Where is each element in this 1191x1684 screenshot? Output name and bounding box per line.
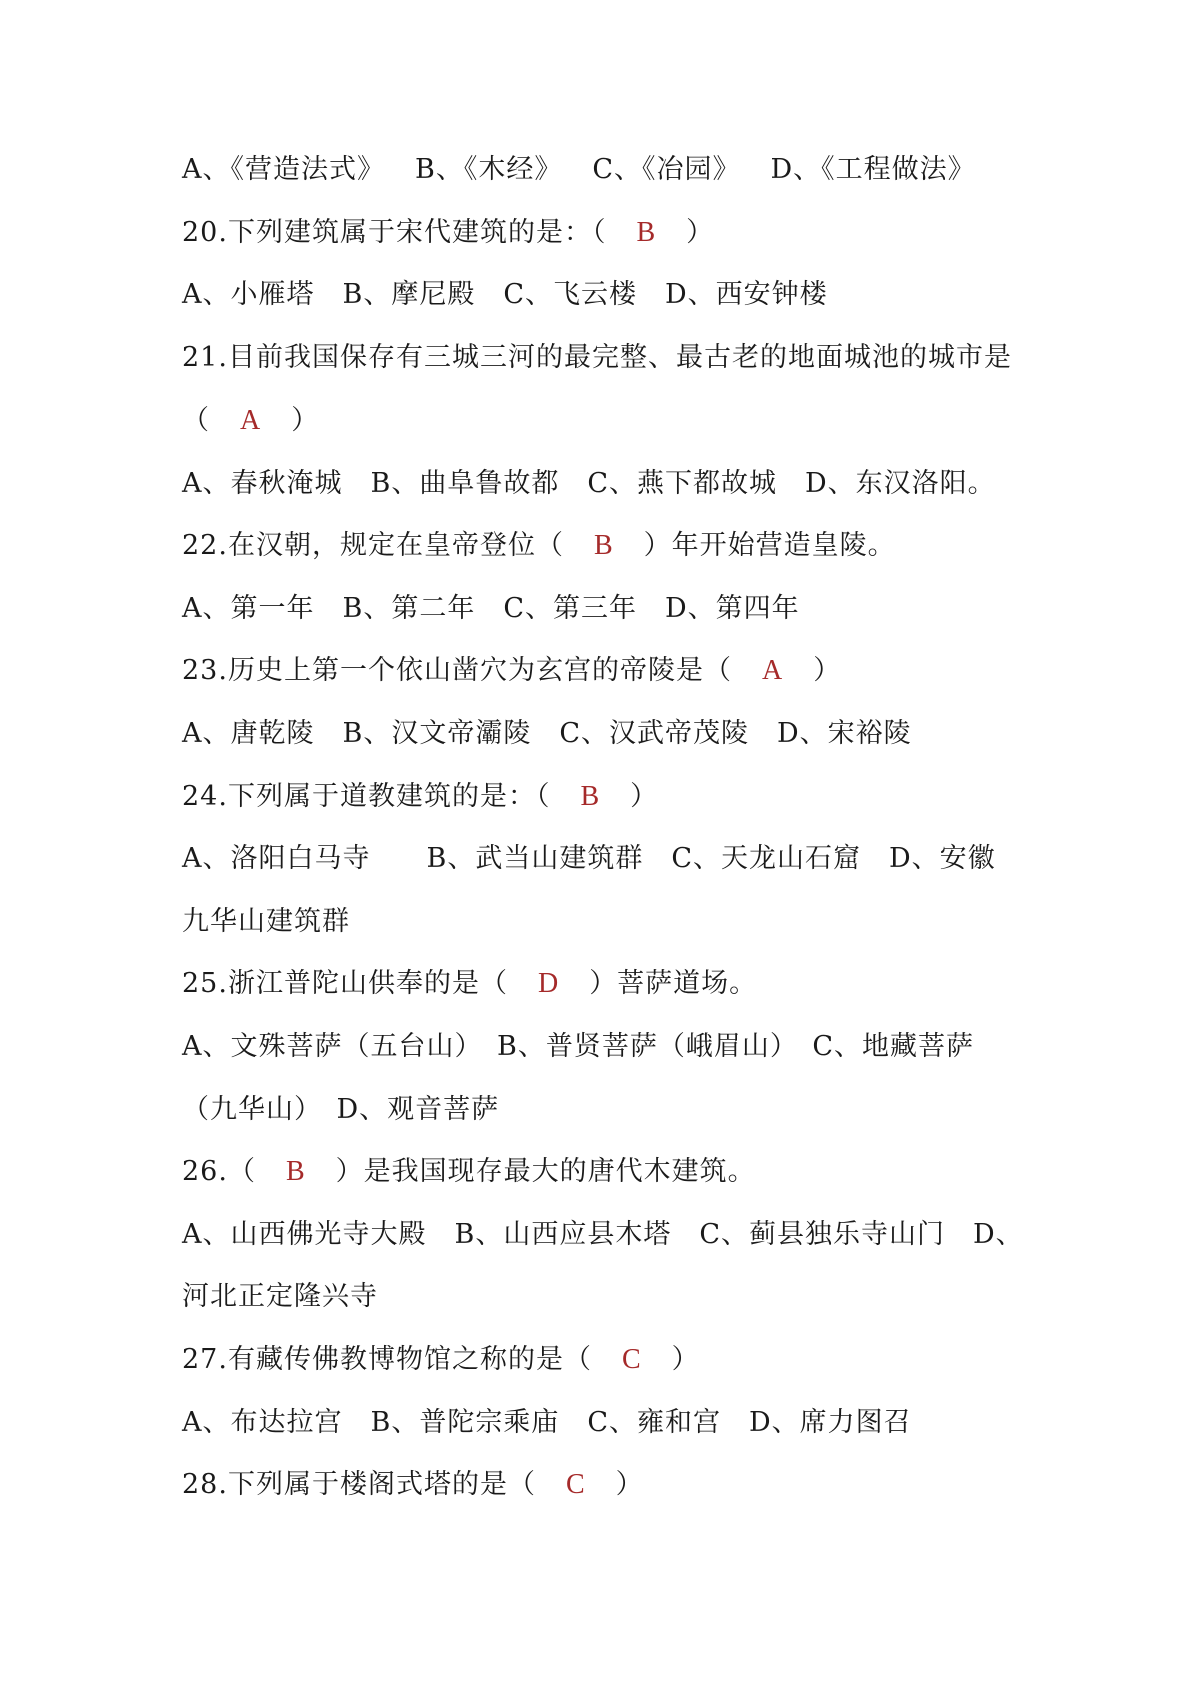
options-text: （九华山） D、观音菩萨 <box>182 1094 500 1125</box>
question-text-end: ） <box>671 1344 700 1375</box>
question-27 <box>182 1340 700 1380</box>
question-text: 24.下列属于道教建筑的是：（ <box>182 781 551 812</box>
question-28 <box>182 1465 644 1505</box>
question-22 <box>182 526 896 566</box>
options-text: A、文殊菩萨（五台山） B、普贤菩萨（峨眉山） C、地藏菩萨 <box>182 1031 974 1062</box>
options-line-20 <box>182 275 828 315</box>
options-line-26a <box>182 1215 1024 1255</box>
options-line-24a <box>182 839 996 879</box>
question-text-end: ）是我国现存最大的唐代木建筑。 <box>335 1156 756 1187</box>
options-text: 河北正定隆兴寺 <box>182 1281 378 1312</box>
question-text: 25.浙江普陀山供奉的是（ <box>182 968 508 999</box>
options-line-23 <box>182 714 912 754</box>
option-d: D、《工程做法》 <box>770 154 976 185</box>
question-20 <box>182 213 714 253</box>
options-text: A、唐乾陵 B、汉文帝灞陵 C、汉武帝茂陵 D、宋裕陵 <box>182 718 912 749</box>
question-text-end: ） <box>813 655 842 686</box>
paren-close: ） <box>291 405 320 436</box>
question-24 <box>182 777 658 817</box>
question-text-end: ）年开始营造皇陵。 <box>643 530 896 561</box>
answer-mark: C <box>565 1469 586 1500</box>
question-text: 27.有藏传佛教博物馆之称的是（ <box>182 1344 592 1375</box>
options-text: 九华山建筑群 <box>182 906 350 937</box>
question-text: 23.历史上第一个依山凿穴为玄宫的帝陵是（ <box>182 655 732 686</box>
question-text: 28.下列属于楼阁式塔的是（ <box>182 1469 536 1500</box>
document-page <box>182 0 1022 1684</box>
question-25 <box>182 964 757 1004</box>
options-text: A、小雁塔 B、摩尼殿 C、飞云楼 D、西安钟楼 <box>182 279 828 310</box>
options-text: A、布达拉宫 B、普陀宗乘庙 C、雍和宫 D、席力图召 <box>182 1407 912 1438</box>
answer-mark: A <box>761 655 784 686</box>
question-text-end: ） <box>630 781 659 812</box>
options-text: A、第一年 B、第二年 C、第三年 D、第四年 <box>182 593 800 624</box>
options-line-25b <box>182 1090 499 1130</box>
question-26 <box>182 1152 756 1192</box>
option-c: C、《冶园》 <box>592 154 741 185</box>
paren-open: （ <box>182 405 210 436</box>
options-line-27 <box>182 1403 912 1443</box>
options-text: A、洛阳白马寺 B、武当山建筑群 C、天龙山石窟 D、安徽 <box>182 843 996 874</box>
answer-mark: A <box>240 405 262 436</box>
options-text: A、春秋淹城 B、曲阜鲁故都 C、燕下都故城 D、东汉洛阳。 <box>182 468 996 499</box>
answer-mark: B <box>580 781 601 812</box>
question-23 <box>182 651 841 691</box>
answer-mark: B <box>593 530 614 561</box>
options-line-21 <box>182 464 996 504</box>
answer-mark: B <box>636 217 657 248</box>
question-21-answer-line <box>182 401 319 441</box>
question-text: 26.（ <box>182 1156 256 1187</box>
options-line-22 <box>182 589 800 629</box>
question-21 <box>182 338 1012 378</box>
question-text-end: ） <box>686 217 715 248</box>
question-text: 22.在汉朝，规定在皇帝登位（ <box>182 530 564 561</box>
question-text-end: ）菩萨道场。 <box>589 968 758 999</box>
options-line-25a <box>182 1027 974 1067</box>
answer-mark: C <box>621 1344 642 1375</box>
options-line-19 <box>182 150 976 190</box>
answer-mark: D <box>537 968 560 999</box>
option-b: B、《木经》 <box>415 154 563 185</box>
question-text: 20.下列建筑属于宋代建筑的是：（ <box>182 217 607 248</box>
question-text-end: ） <box>615 1469 644 1500</box>
question-text: 21.目前我国保存有三城三河的最完整、最古老的地面城池的城市是 <box>182 342 1012 373</box>
options-line-26b <box>182 1277 378 1317</box>
options-text: A、山西佛光寺大殿 B、山西应县木塔 C、蓟县独乐寺山门 D、 <box>182 1219 1024 1250</box>
option-a: A、《营造法式》 <box>182 154 385 185</box>
options-line-24b <box>182 902 350 942</box>
answer-mark: B <box>285 1156 306 1187</box>
